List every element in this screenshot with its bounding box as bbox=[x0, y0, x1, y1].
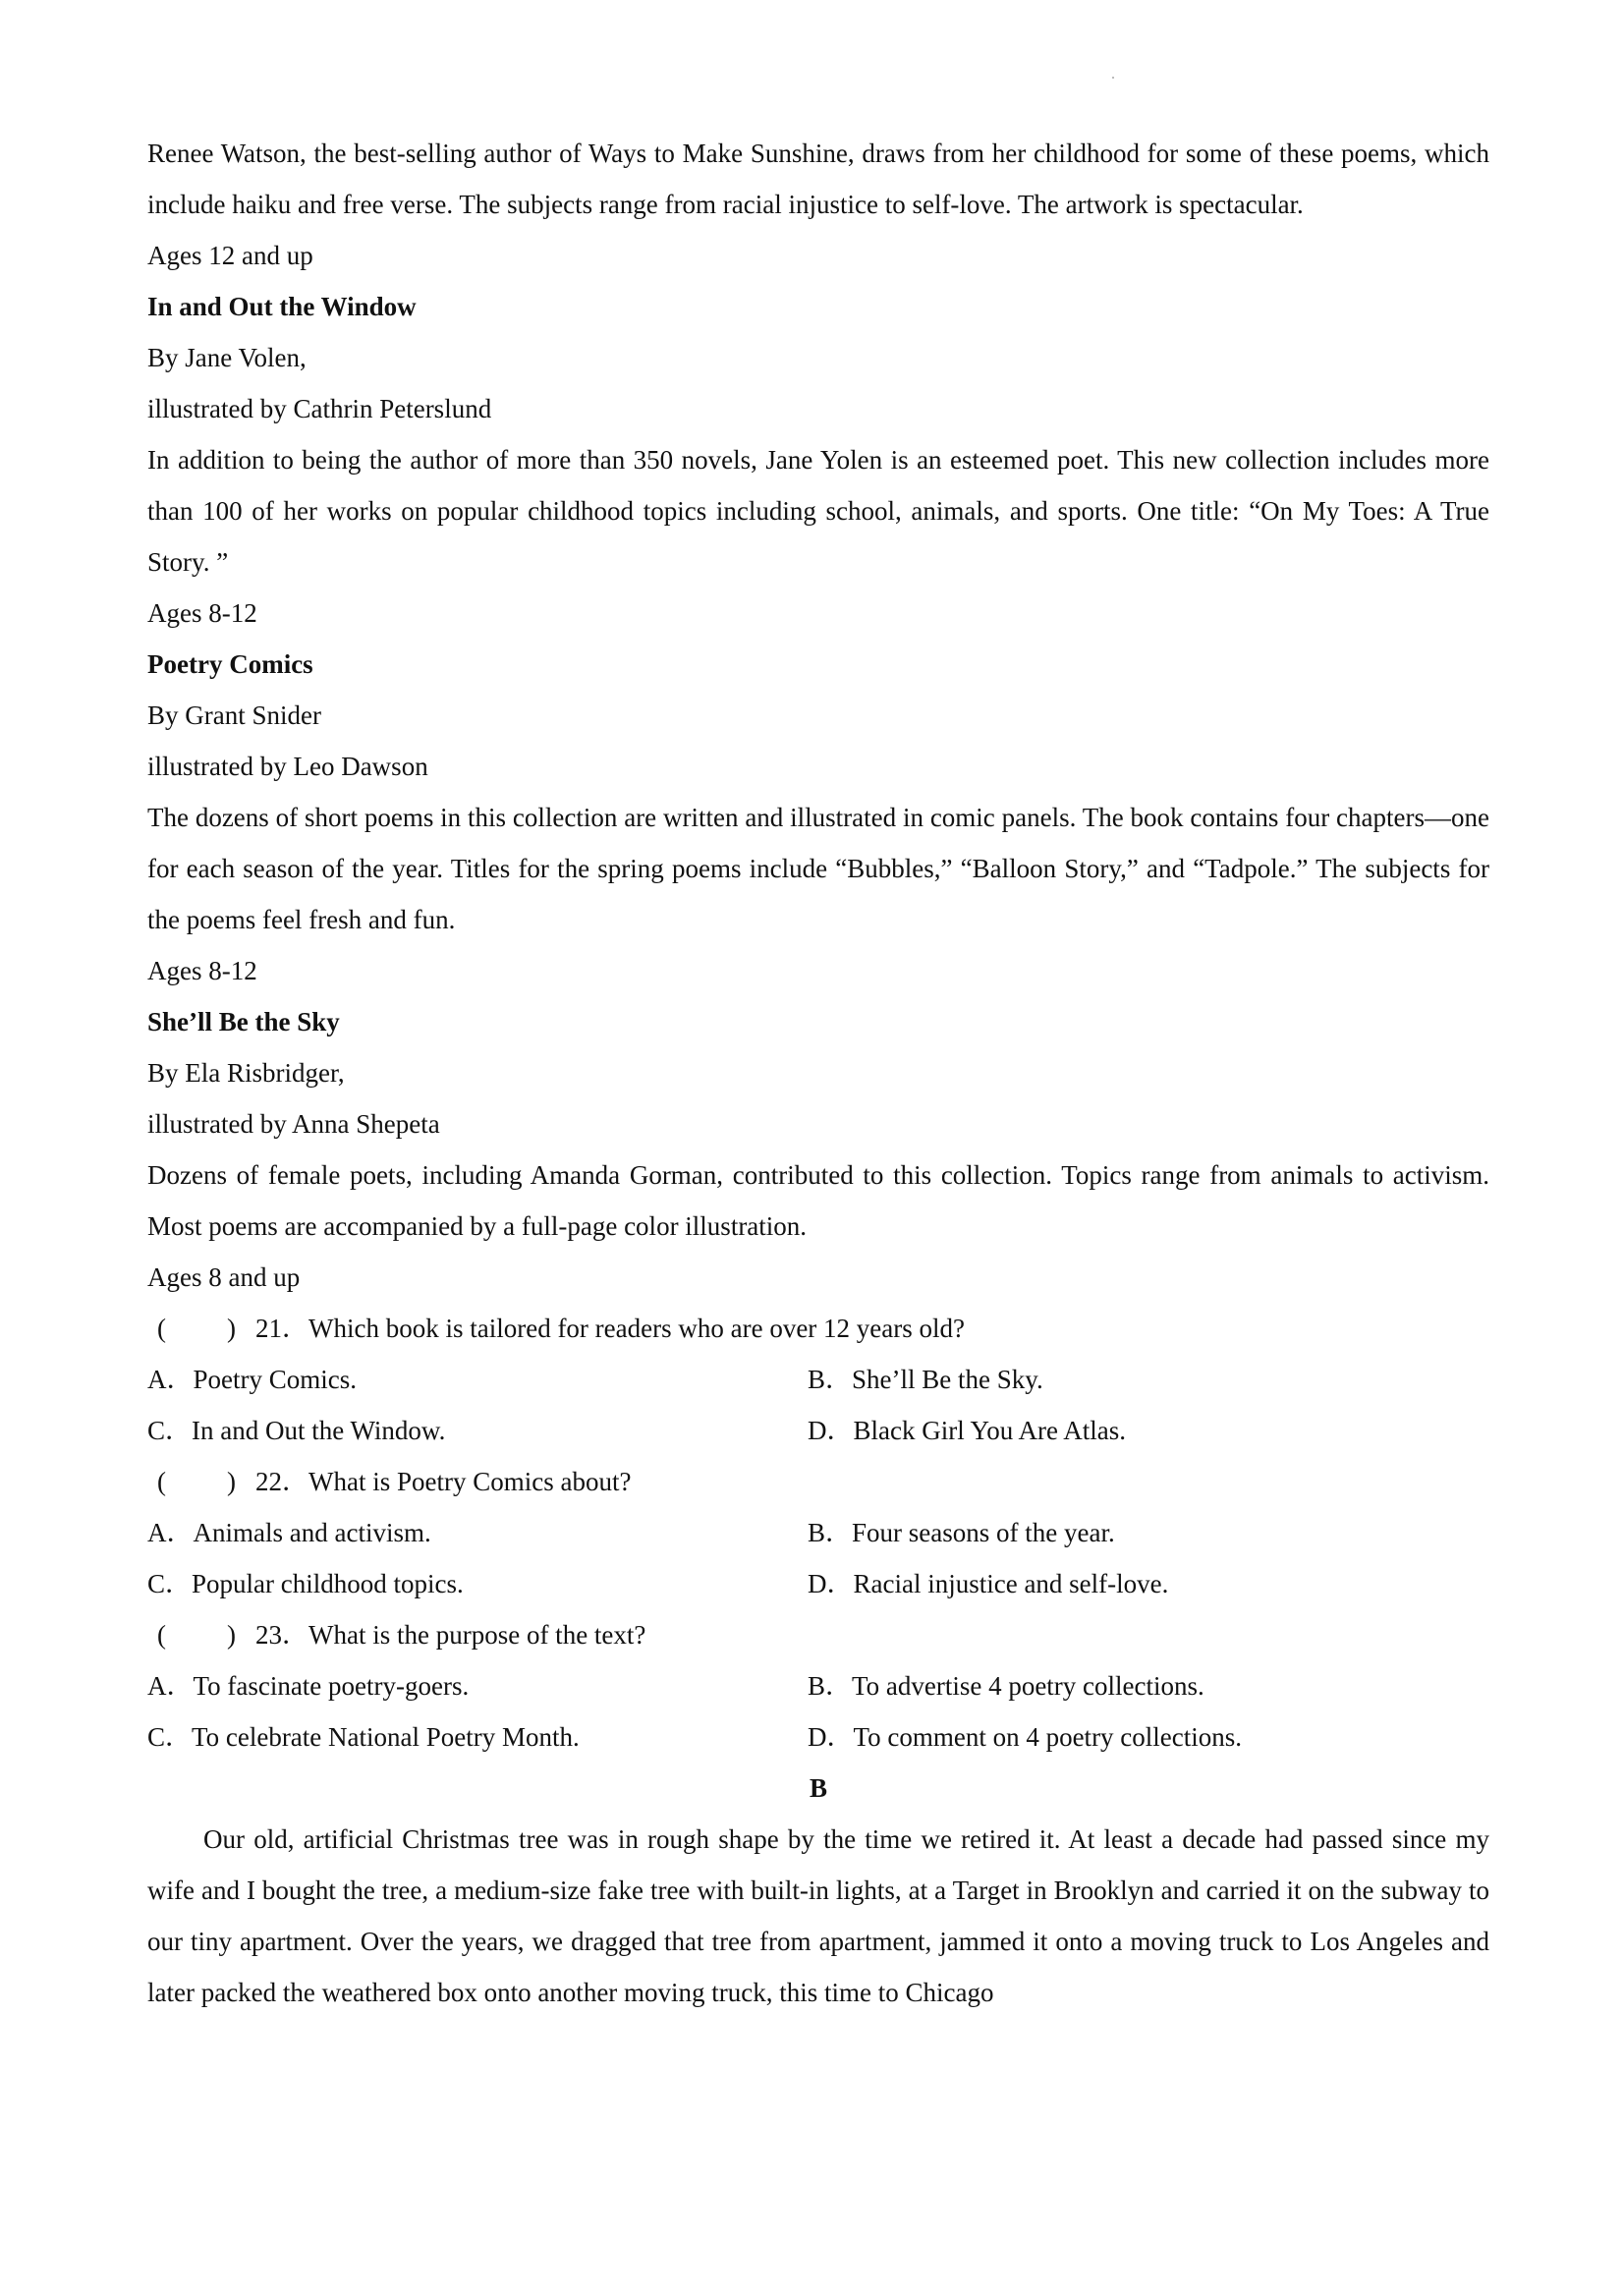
scan-mark bbox=[1112, 77, 1114, 79]
book-author: By Grant Snider bbox=[147, 700, 321, 730]
answer-blank: ( ) bbox=[157, 1467, 236, 1496]
book-illustrator: illustrated by Cathrin Peterslund bbox=[147, 394, 492, 423]
options-row bbox=[147, 1405, 1489, 1456]
book-illustrator: illustrated by Anna Shepeta bbox=[147, 1109, 440, 1139]
options-row bbox=[147, 1354, 1489, 1405]
question-stem: 21．Which book is tailored for readers who are over 12 years old? bbox=[255, 1314, 965, 1343]
section-heading: B bbox=[809, 1773, 827, 1803]
option-a: A．Animals and activism. bbox=[147, 1518, 431, 1547]
options-row bbox=[147, 1711, 1489, 1763]
option-d: D．To comment on 4 poetry collections. bbox=[808, 1722, 1243, 1752]
book-title: In and Out the Window bbox=[147, 292, 417, 321]
option-c: C．To celebrate National Poetry Month. bbox=[147, 1722, 580, 1752]
intro-ages: Ages 12 and up bbox=[147, 241, 313, 270]
question-21 bbox=[147, 1303, 1489, 1354]
option-a: A．To fascinate poetry-goers. bbox=[147, 1671, 470, 1701]
question-22 bbox=[147, 1456, 1489, 1507]
question-23 bbox=[147, 1609, 1489, 1660]
option-d: D．Black Girl You Are Atlas. bbox=[808, 1416, 1126, 1445]
option-b: B．Four seasons of the year. bbox=[808, 1518, 1115, 1547]
options-row bbox=[147, 1558, 1489, 1609]
answer-blank: ( ) bbox=[157, 1620, 236, 1650]
book-title: Poetry Comics bbox=[147, 649, 313, 679]
book-author: By Ela Risbridger, bbox=[147, 1058, 345, 1088]
options-row bbox=[147, 1507, 1489, 1558]
intro-description: Renee Watson, the best-selling author of Ways to Make Sunshine, draws from her childhood for some of these poems, which include haiku and free verse. The subjects range from racial injustice to self-love. The artwork is spectacular. bbox=[147, 139, 1489, 219]
book-description: In addition to being the author of more than 350 novels, Jane Yolen is an esteemed poet. This new collection includes more than 100 of her works on popular childhood topics including school, animals, and sports. One title: “On My Toes: A True Story. ” bbox=[147, 445, 1489, 577]
options-row bbox=[147, 1660, 1489, 1711]
option-b: B．To advertise 4 poetry collections. bbox=[808, 1671, 1204, 1701]
book-illustrator: illustrated by Leo Dawson bbox=[147, 752, 428, 781]
question-stem: 23．What is the purpose of the text? bbox=[255, 1620, 646, 1650]
document-page bbox=[147, 128, 1489, 2018]
answer-blank: ( ) bbox=[157, 1314, 236, 1343]
book-author: By Jane Volen, bbox=[147, 343, 307, 372]
book-title: She’ll Be the Sky bbox=[147, 1007, 340, 1036]
option-a: A．Poetry Comics. bbox=[147, 1365, 357, 1394]
book-description: The dozens of short poems in this collection are written and illustrated in comic panels. The book contains four chapters—one for each season of the year. Titles for the spring poems include “Bubbles,” “Balloon Story,” and “Tadpole.” The subjects for the poems feel fresh and fun. bbox=[147, 803, 1489, 934]
option-c: C．Popular childhood topics. bbox=[147, 1569, 464, 1598]
section-b-paragraph: Our old, artificial Christmas tree was in rough shape by the time we retired it. At least a decade had passed since my wife and I bought the tree, a medium-size fake tree with built-in lights, at a Target in Brooklyn and carried it on the subway to our tiny apartment. Over the years, we dragged that tree from apartment, jammed it onto a moving truck to Los Angeles and later packed the weathered box onto another moving truck, this time to Chicago bbox=[147, 1824, 1489, 2007]
book-ages: Ages 8-12 bbox=[147, 598, 257, 628]
option-c: C．In and Out the Window. bbox=[147, 1416, 446, 1445]
option-d: D．Racial injustice and self-love. bbox=[808, 1569, 1169, 1598]
book-ages: Ages 8-12 bbox=[147, 956, 257, 985]
book-description: Dozens of female poets, including Amanda Gorman, contributed to this collection. Topics range from animals to activism. Most poems are accompanied by a full-page color illustration. bbox=[147, 1160, 1489, 1241]
option-b: B．She’ll Be the Sky. bbox=[808, 1365, 1043, 1394]
book-ages: Ages 8 and up bbox=[147, 1262, 301, 1292]
question-stem: 22．What is Poetry Comics about? bbox=[255, 1467, 632, 1496]
